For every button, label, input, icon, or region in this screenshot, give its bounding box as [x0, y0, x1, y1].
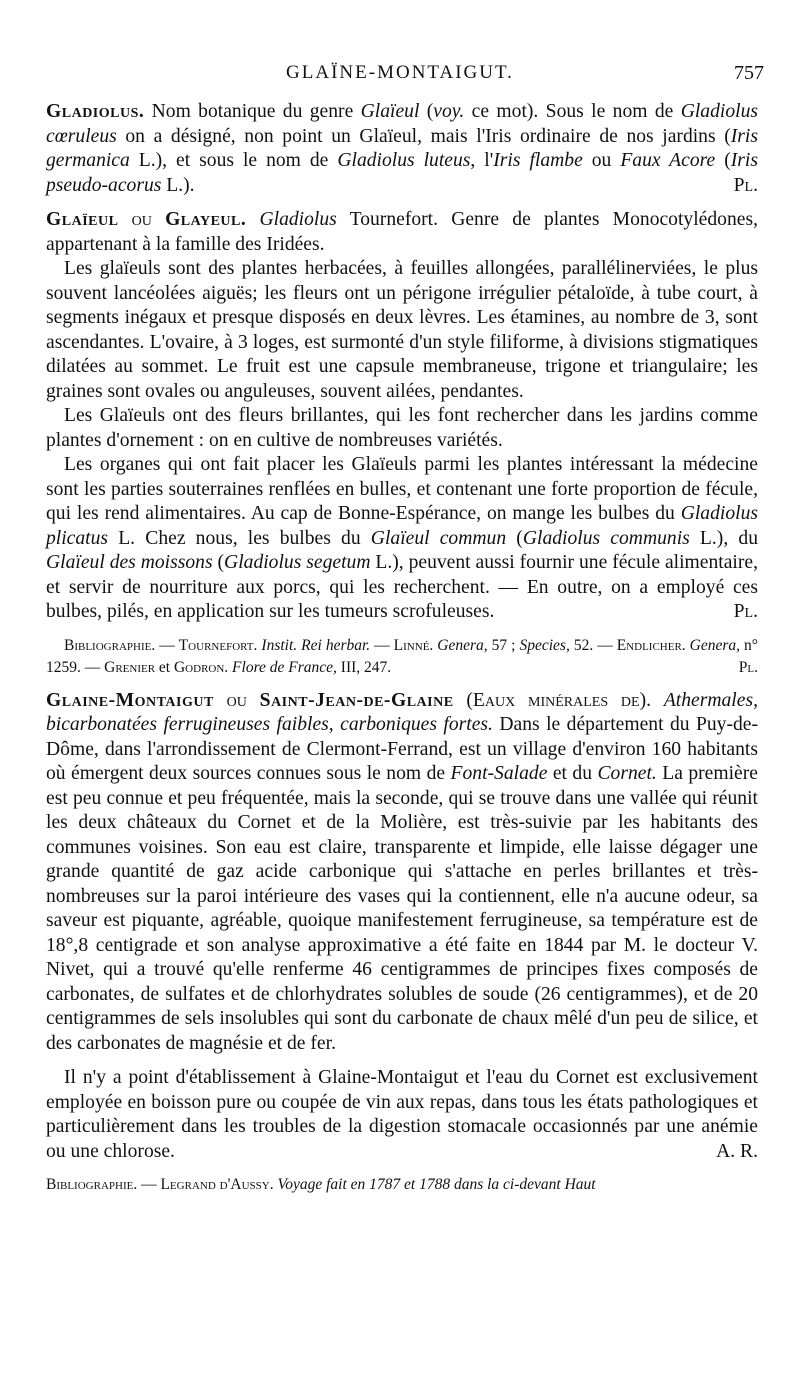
work-title: Genera, [689, 636, 741, 654]
work-title: Voyage fait en 1787 et 1788 dans la ci-devant Haut [277, 1176, 596, 1193]
text: et du [547, 763, 598, 784]
italic-text: Glaïeul commun [370, 527, 507, 549]
text: — [155, 636, 179, 654]
text: L.), peuvent aussi fournir une fécule alimentaire, et servir de nourriture aux porcs, qui les recherchent. — En outre, on a employé ces bulbes, pilés, en application sur les tumeurs scrofuleuses. [46, 552, 758, 622]
work-title: Genera, [437, 636, 488, 654]
entry-headword-alt: Glayeul. [165, 209, 247, 230]
italic-text: Gladiolus communis [522, 527, 690, 549]
paragraph: Les glaïeuls sont des plantes herbacées, à feuilles allongées, parallélinerviées, le plus souvent lancéolées aiguës; les fleurs ont un périgone irrégulier pétaloïde, à tube court, à segments inégaux et presque disposés en deux lèvres. Les étamines, au nombre de 3, sont ascendantes. L'ovaire, à 3 loges, est surmonté d'un style filiforme, à divisions stigmatiques dilatées au sommet. Le fruit est une capsule membraneuse, trigone et triangulaire; les graines sont ovales ou anguleuses, souvent ailées, pendantes. [46, 258, 758, 402]
text: Les organes qui ont fait placer les Glaïeuls parmi les plantes intéressant la médecine sont les parties souterraines renflées en bulles, et contenant une forte proportion de fécule, qui les rend alimentaires. Au cap de Bonne-Espérance, on mange les bulbes du [46, 454, 758, 524]
italic-text: Athermales, bicarbonatées ferrugineuses faibles, carboniques fortes. [46, 689, 758, 735]
text: ou [213, 689, 260, 711]
italic-text: Iris pseudo-acorus [46, 150, 758, 196]
entry-headword: Glaine-Montaigut [46, 689, 214, 711]
text: et [155, 658, 174, 676]
text: L. Chez nous, les bulbes du [108, 527, 371, 549]
italic-text: Faux Acore [620, 150, 716, 171]
text: ( [419, 101, 434, 122]
text: ( [506, 527, 523, 549]
author-signature: Pl. [733, 174, 758, 196]
text: L.), et sous le nom de [129, 150, 338, 171]
author-name: Godron. [173, 658, 229, 676]
entry-subtitle: (Eaux minérales de). [453, 689, 664, 711]
entry-headword-alt: Saint-Jean-de-Glaine [259, 689, 454, 711]
text: La première est peu connue et peu fréquentée, mais la seconde, qui se trouve dans une vallée qui réunit les deux châteaux du Cornet et de la Molière, est très-suivie par les habitants des communes voisines. Son eau est claire, transparente et limpide, elle laisse dégager une grande quantité de gaz acide carbonique qui s'attache en perles brillantes et très-nombreuses sur la paroi intérieure des vases qui la contiennent, elle n'a aucune odeur, sa saveur est piquante, agréable, quoique manifestement ferrugineuse, sa température est de 18°,8 centigrade et son analyse approximative a été faite en 1844 par M. le docteur V. Nivet, qui a trouvé qu'elle renferme 46 centigrammes de principes fixes composés de carbonates, de sulfates et de chlorhydrates solubles de soude (26 centigrammes), et de 20 centigrammes de sels insolubles qui sont du carbonate de chaux mêlé d'un peu de silice, et des carbonates de magnésie et de fer. [46, 763, 758, 1054]
italic-text: Iris germanica [46, 125, 758, 171]
bibliography [46, 635, 758, 679]
italic-text: Glaïeul des moissons [46, 552, 213, 573]
work-title: Flore de France, [232, 658, 337, 676]
text: III, 247. [336, 658, 392, 676]
spacer [46, 198, 758, 208]
author-name: Endlicher. [616, 636, 686, 654]
text: Dans le département du Puy-de-Dôme, dans l'arrondissement de Clermont-Ferrand, est un village d'environ 160 habitants où émergent deux sources connues sous le nom de [46, 714, 759, 784]
text: 57 ; [487, 636, 520, 654]
italic-text: Gladiolus segetum [224, 552, 371, 573]
author-name: Linné. [393, 636, 434, 654]
text: ce mot). Sous le nom de [464, 101, 681, 122]
running-title: GLAÏNE-MONTAIGUT. [286, 62, 514, 83]
author-signature: A. R. [716, 1140, 758, 1162]
italic-text: Gladiolus luteus [337, 150, 471, 171]
work-title: Instit. Rei herbar. [261, 636, 371, 654]
italic-text: Iris flambe [493, 150, 583, 171]
bibliography-label: Bibliographie. [64, 636, 156, 654]
paragraph [46, 1066, 758, 1164]
spacer [46, 1056, 758, 1066]
paragraph: Les Glaïeuls ont des fleurs brillantes, qui les font rechercher dans les jardins comme plantes d'ornement : on en cultive de nombreuses variétés. [46, 405, 758, 451]
text: on a désigné, non point un Glaïeul, mais l'Iris ordinaire de nos jardins ( [116, 125, 731, 147]
text: , l' [470, 150, 494, 171]
author-name: Legrand d'Aussy. [160, 1176, 274, 1193]
text: Nom botanique du genre [144, 101, 361, 122]
entry-gladiolus [46, 100, 758, 198]
text: n° 1259. — [46, 636, 758, 676]
text: ( [715, 150, 731, 171]
page-body [46, 100, 758, 1206]
entry-headword: Gladiolus. [46, 101, 145, 122]
text: Tournefort. Genre de plantes Monocotylédones, appartenant à la famille des Iridées. [46, 209, 758, 255]
work-title: Species, [519, 636, 570, 654]
entry-glaine-montaigut [46, 689, 758, 1057]
italic-text: voy. [433, 101, 465, 122]
bibliography [46, 1174, 758, 1196]
author-name: Grenier [104, 658, 156, 676]
page-number: 757 [734, 62, 764, 84]
author-signature: Pl. [738, 658, 758, 676]
italic-text: Font-Salade [450, 763, 548, 784]
italic-text: Gladiolus plicatus [46, 503, 758, 549]
italic-text: Cornet. [597, 763, 657, 784]
paragraph [46, 453, 758, 625]
text: ou [582, 150, 621, 171]
text: L.). [161, 174, 195, 196]
text: Il n'y a point d'établissement à Glaine-Montaigut et l'eau du Cornet est exclusivement employée en boisson pure ou coupée de vin aux repas, dans tous les états pathologiques et particulièrement dans les troubles de la digestion stomacale occasionnés par une anémie ou une chlorose. [46, 1067, 758, 1162]
running-header [0, 62, 800, 92]
italic-text: Gladiolus cœruleus [46, 101, 758, 147]
author-name: Tournefort. [178, 636, 258, 654]
genus-name: Gladiolus [259, 209, 337, 230]
text: L.), du [689, 527, 758, 549]
entry-glaieul [46, 208, 758, 257]
entry-headword: Glaïeul [46, 209, 119, 230]
text: ou [118, 209, 166, 230]
text: — [137, 1176, 161, 1193]
text: ( [212, 552, 225, 573]
bibliography-label: Bibliographie. [46, 1176, 138, 1193]
text: — [370, 636, 394, 654]
author-signature: Pl. [733, 601, 758, 622]
italic-text: Glaïeul [360, 101, 420, 122]
text: 52. — [569, 636, 617, 654]
